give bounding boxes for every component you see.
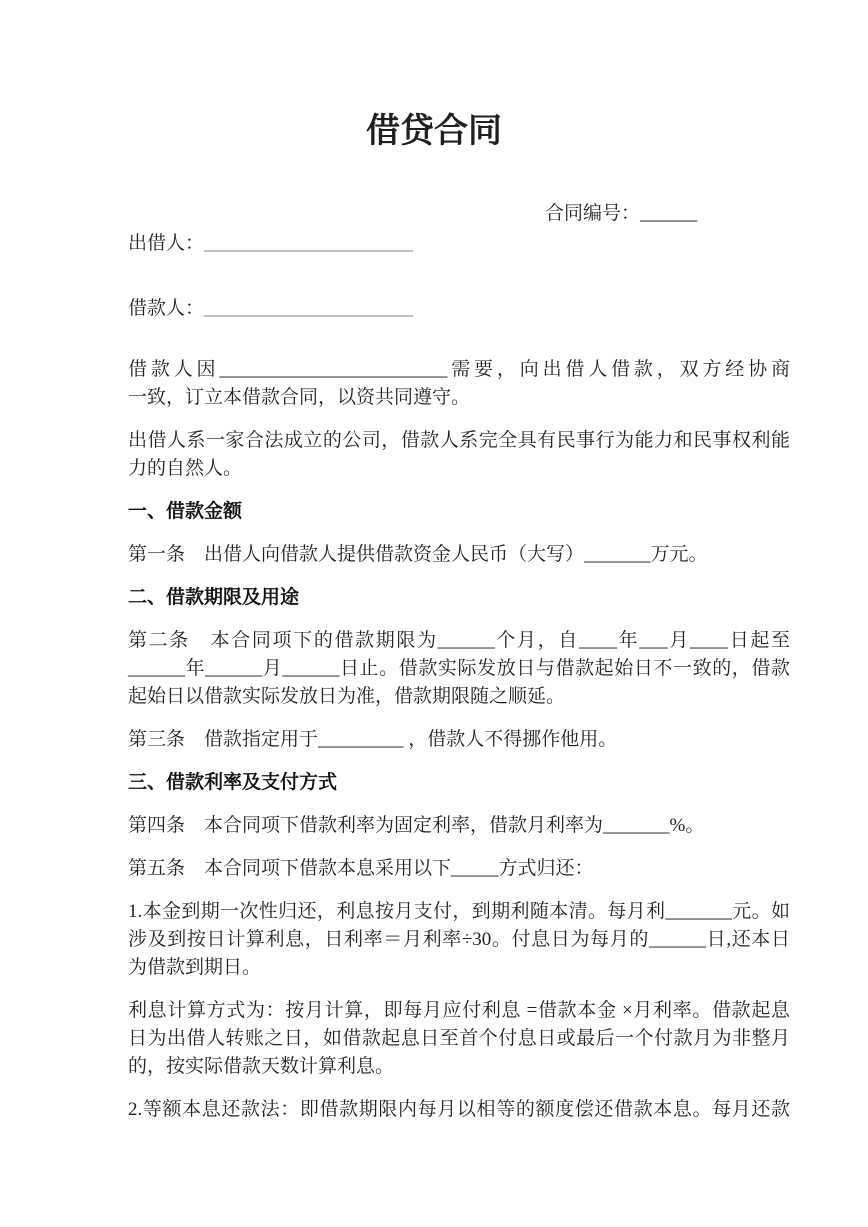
repayment-method-2-paragraph xyxy=(128,1096,790,1124)
article-5-paragraph xyxy=(128,855,790,883)
text-line: 第一条 出借人向借款人提供借款资金人民币（大写）_______万元。 xyxy=(128,544,708,565)
section-heading-interest-rate: 三、借款利率及支付方式 xyxy=(128,772,338,793)
text-line: 1.本金到期一次性归还，利息按月支付，到期利随本清。每月利_______元。如 xyxy=(128,901,790,922)
lender-label: 出借人： xyxy=(128,233,205,254)
text-line: 一致，订立本借款合同，以资共同遵守。 xyxy=(128,387,471,408)
preamble-identity-paragraph xyxy=(128,427,790,483)
article-1-paragraph xyxy=(128,541,790,569)
text-line: 第五条 本合同项下借款本息采用以下_____方式归还： xyxy=(128,858,594,879)
text-line: 起始日以借款实际发放日为准，借款期限随之顺延。 xyxy=(128,686,566,707)
borrower-line xyxy=(128,295,413,323)
preamble-purpose-paragraph xyxy=(128,356,790,412)
contract-title: 借贷合同 xyxy=(366,113,502,150)
article-4-paragraph xyxy=(128,812,790,840)
text-line: 力的自然人。 xyxy=(128,458,243,479)
lender-blank-field: ______________________ xyxy=(204,233,414,254)
text-line: 日为出借人转账之日，如借款起息日至首个付息日或最后一个付款月为非整月 xyxy=(128,1028,790,1049)
interest-calculation-paragraph xyxy=(128,997,790,1081)
text-line: 为借款到期日。 xyxy=(128,957,262,978)
text-line: 利息计算方式为：按月计算，即每月应付利息 =借款本金 ×月利率。借款起息 xyxy=(128,1000,790,1021)
text-line: 第二条 本合同项下的借款期限为______个月，自____年___月____日起至 xyxy=(128,630,790,651)
article-3-paragraph xyxy=(128,726,790,754)
section-heading-loan-term: 二、借款期限及用途 xyxy=(128,587,300,608)
text-line: 借款人因________________________需要，向出借人借款，双方经协商 xyxy=(128,359,790,380)
article-2-paragraph xyxy=(128,627,790,711)
text-line: 第三条 借款指定用于_________ ，借款人不得挪作他用。 xyxy=(128,729,618,750)
text-line: 的，按实际借款天数计算利息。 xyxy=(128,1056,395,1077)
contract-body xyxy=(128,356,790,1139)
text-line: 第四条 本合同项下借款利率为固定利率，借款月利率为_______%。 xyxy=(128,815,705,836)
text-line: ______年______月______日止。借款实际发放日与借款起始日不一致的，借款 xyxy=(128,658,790,679)
repayment-method-1-paragraph xyxy=(128,898,790,982)
contract-number-line: 合同编号：______ xyxy=(545,203,698,224)
borrower-blank-field: ______________________ xyxy=(204,298,414,319)
text-line: 2.等额本息还款法：即借款期限内每月以相等的额度偿还借款本息。每月还款 xyxy=(128,1099,790,1120)
text-line: 出借人系一家合法成立的公司，借款人系完全具有民事行为能力和民事权利能 xyxy=(128,430,790,451)
lender-line xyxy=(128,230,413,258)
section-heading-loan-amount: 一、借款金额 xyxy=(128,501,243,522)
borrower-label: 借款人： xyxy=(128,298,205,319)
text-line: 涉及到按日计算利息，日利率＝月利率÷30。付息日为每月的______日,还本日 xyxy=(128,929,790,950)
